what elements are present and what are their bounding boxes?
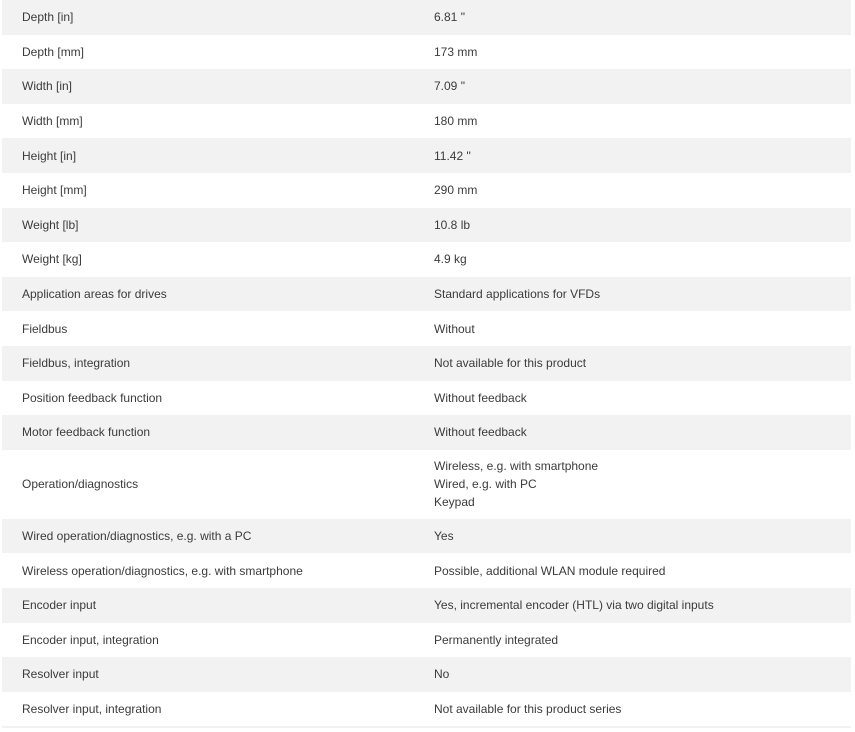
table-row [2,588,851,623]
table-row [2,346,851,381]
table-row [2,553,851,588]
table-row [2,69,851,104]
spec-value: Not available for this product [434,356,587,371]
spec-value: 290 mm [434,183,478,198]
spec-label: Depth [mm] [22,44,85,59]
spec-value: Yes, incremental encoder (HTL) via two digital inputs [434,598,714,613]
table-row [2,381,851,416]
table-row [2,519,851,554]
spec-value-line: Keypad [434,495,475,510]
spec-value: 6.81 " [434,10,465,25]
spec-label: Wireless operation/diagnostics, e.g. with smartphone [22,563,303,578]
spec-label: Height [in] [22,148,77,163]
table-row [2,277,851,312]
spec-label: Width [in] [22,79,73,94]
spec-value: Standard applications for VFDs [434,287,601,302]
spec-value-line: Wired, e.g. with PC [434,477,537,492]
spec-value: No [434,667,450,682]
spec-label: Encoder input, integration [22,632,159,647]
table-row [2,35,851,70]
spec-value: 4.9 kg [434,252,467,267]
spec-value: Not available for this product series [434,701,622,716]
table-row [2,657,851,692]
spec-label: Width [mm] [22,114,83,129]
table-row [2,692,851,727]
spec-label: Depth [in] [22,10,74,25]
spec-value: 10.8 lb [434,217,471,232]
spec-label: Weight [lb] [22,217,79,232]
table-row [2,415,851,450]
table-row [2,173,851,208]
spec-value: Permanently integrated [434,632,559,647]
table-row [2,208,851,243]
spec-label: Encoder input [22,598,97,613]
spec-value [434,450,851,519]
table-row [2,450,851,519]
spec-value: 173 mm [434,44,478,59]
spec-label: Wired operation/diagnostics, e.g. with a PC [22,529,252,544]
table-row [2,623,851,658]
spec-label: Resolver input [22,667,99,682]
spec-label: Operation/diagnostics [22,477,139,492]
spec-label: Height [mm] [22,183,87,198]
spec-value-line: Wireless, e.g. with smartphone [434,459,599,474]
spec-label: Fieldbus [22,321,68,336]
spec-label: Resolver input, integration [22,701,162,716]
spec-label: Motor feedback function [22,425,151,440]
spec-label: Position feedback function [22,390,163,405]
table-row [2,138,851,173]
table-row [2,0,851,35]
table-row [2,242,851,277]
spec-value: Without feedback [434,390,527,405]
table-row [2,311,851,346]
spec-label: Fieldbus, integration [22,356,131,371]
spec-value: 180 mm [434,114,478,129]
spec-value: 7.09 " [434,79,465,94]
table-bottom-divider [2,726,851,728]
specifications-table [2,0,851,726]
spec-value: Yes [434,529,454,544]
spec-value: Without [434,321,475,336]
spec-label: Application areas for drives [22,287,167,302]
spec-value: 11.42 " [434,148,471,163]
spec-label: Weight [kg] [22,252,82,267]
spec-value: Possible, additional WLAN module required [434,563,666,578]
spec-value: Without feedback [434,425,527,440]
table-row [2,104,851,139]
